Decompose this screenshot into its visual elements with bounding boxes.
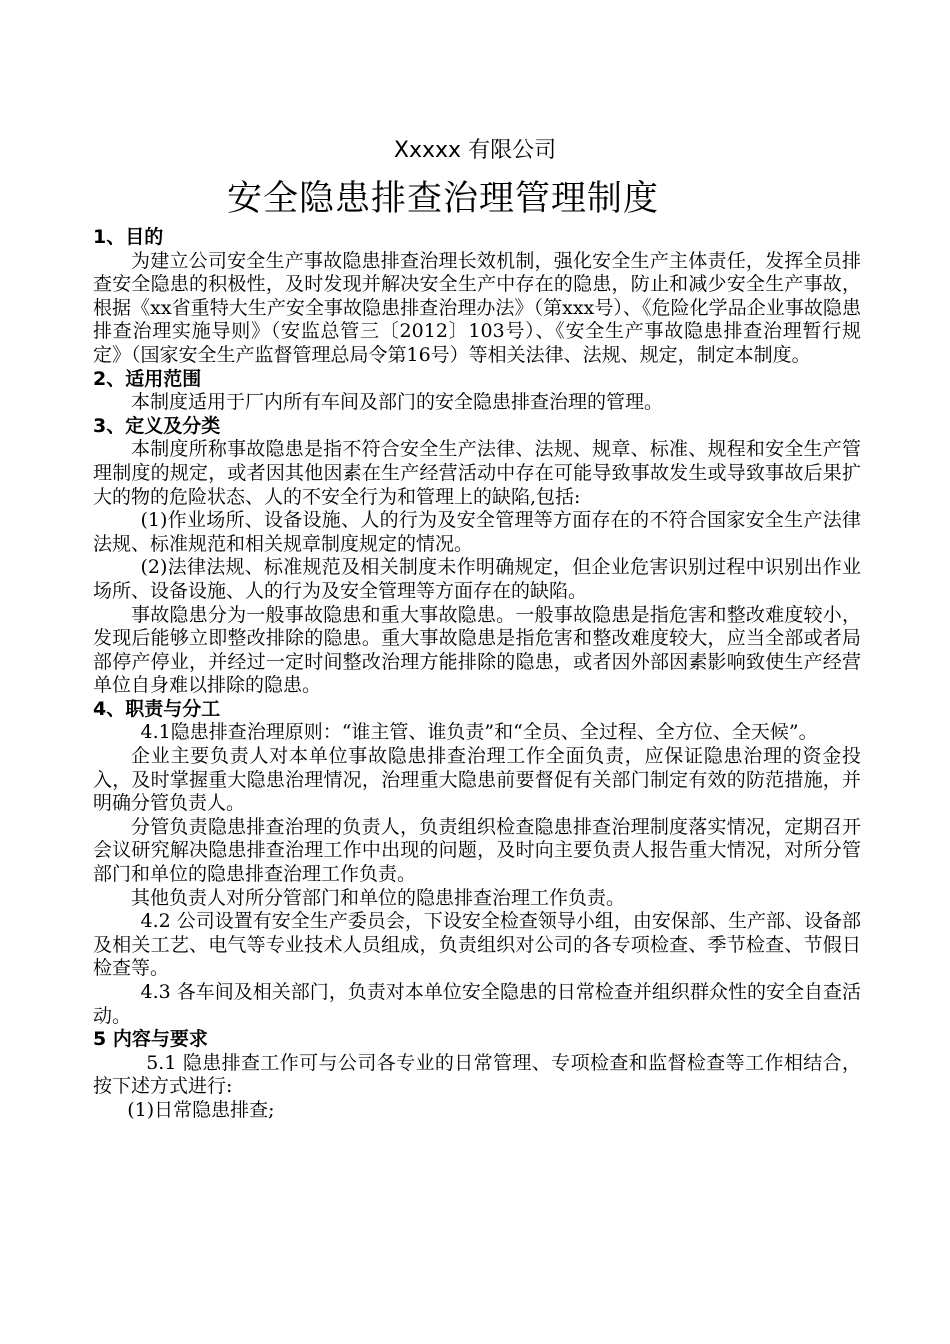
paragraph-classification: 事故隐患分为一般事故隐患和重大事故隐患。一般事故隐患是指危害和整改难度较小，发现后能够立即整改排除的隐患。重大事故隐患是指危害和整改难度较大，应当全部或者局部停产停业，并经过一定时间整改治理方能排除的隐患，或者因外部因素影响致使生产经营单位自身难以排除的隐患。 bbox=[93, 603, 861, 697]
company-name: Xxxxx 有限公司 bbox=[393, 138, 557, 163]
paragraph-main-leader: 企业主要负责人对本单位事故隐患排查治理工作全面负责，应保证隐患治理的资金投入，及时掌握重大隐患治理情况，治理重大隐患前要督促有关部门制定有效的防范措施，并明确分管负责人。 bbox=[93, 745, 861, 815]
section-heading-content: 5 内容与要求 bbox=[93, 1028, 208, 1051]
paragraph-purpose: 为建立公司安全生产事故隐患排查治理长效机制，强化安全生产主体责任，发挥全员排查安全隐患的积极性，及时发现并解决安全生产中存在的隐患，防止和减少安全生产事故，根据《xx省重特大生产安全事故隐患排查治理办法》（第xxx号）、《危险化学品企业事故隐患排查治理实施导则》（安监总管三〔2012〕103号）、《安全生产事故隐患排查治理暂行规定》（国家安全生产监督管理总局令第16号）等相关法律、法规、规定，制定本制度。 bbox=[93, 249, 861, 366]
document-body bbox=[93, 226, 861, 1123]
paragraph-definition: 本制度所称事故隐患是指不符合安全生产法律、法规、规章、标准、规程和安全生产管理制度的规定，或者因其他因素在生产经营活动中存在可能导致事故发生或导致事故后果扩大的物的危险状态、人的不安全行为和管理上的缺陷,包括: bbox=[93, 438, 861, 508]
paragraph-4-2: 4.2 公司设置有安全生产委员会，下设安全检查领导小组，由安保部、生产部、设备部及相关工艺、电气等专业技术人员组成，负责组织对公司的各专项检查、季节检查、节假日检查等。 bbox=[93, 910, 861, 980]
paragraph-4-1: 4.1隐患排查治理原则：“谁主管、谁负责”和“全员、全过程、全方位、全天候”。 bbox=[140, 721, 818, 744]
definition-item-2: (2)法律法规、标准规范及相关制度未作明确规定，但企业危害识别过程中识别出作业场所、设备设施、人的行为及安全管理等方面存在的缺陷。 bbox=[93, 556, 861, 602]
paragraph-deputy-leader: 分管负责隐患排查治理的负责人，负责组织检查隐患排查治理制度落实情况，定期召开会议研究解决隐患排查治理工作中出现的问题，及时向主要负责人报告重大情况，对所分管部门和单位的隐患排查治理工作负责。 bbox=[93, 815, 861, 886]
document-title: 安全隐患排查治理管理制度 bbox=[226, 179, 659, 219]
paragraph-5-1: 5.1 隐患排查工作可与公司各专业的日常管理、专项检查和监督检查等工作相结合，按下述方式进行: bbox=[93, 1051, 861, 1098]
section-heading-responsibilities: 4、职责与分工 bbox=[93, 697, 221, 720]
content-item-1: (1)日常隐患排查; bbox=[127, 1098, 275, 1121]
paragraph-other-leaders: 其他负责人对所分管部门和单位的隐患排查治理工作负责。 bbox=[131, 886, 626, 909]
paragraph-4-3: 4.3 各车间及相关部门，负责对本单位安全隐患的日常检查并组织群众性的安全自查活动。 bbox=[93, 981, 861, 1027]
section-heading-purpose: 1、目的 bbox=[93, 226, 164, 248]
definition-item-1: (1)作业场所、设备设施、人的行为及安全管理等方面存在的不符合国家安全生产法律法规、标准规范和相关规章制度规定的情况。 bbox=[93, 509, 861, 555]
paragraph-scope: 本制度适用于厂内所有车间及部门的安全隐患排查治理的管理。 bbox=[131, 391, 664, 414]
section-heading-definition: 3、定义及分类 bbox=[93, 414, 221, 437]
section-heading-scope: 2、适用范围 bbox=[93, 367, 202, 390]
